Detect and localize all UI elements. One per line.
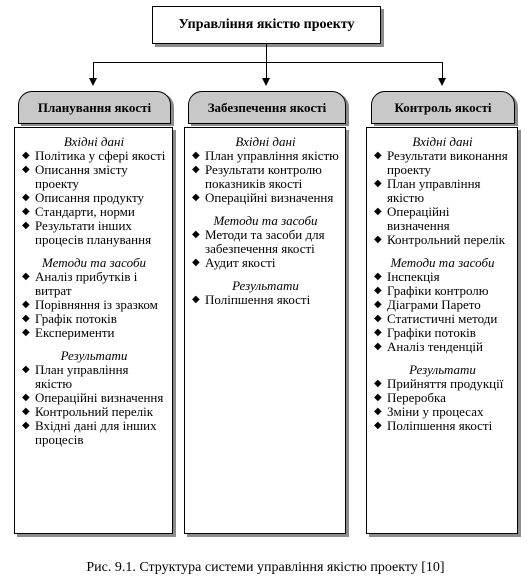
diamond-bullet-icon: ◆ [22,206,30,217]
list-item: ◆ План управління якістю [192,148,339,163]
list-results [191,293,340,307]
list-methods [191,228,340,270]
column-header-planning: Планування якості [18,91,171,124]
diamond-bullet-icon: ◆ [22,327,30,338]
diamond-bullet-icon: ◆ [22,364,30,375]
list-item: ◆ Порівняння із зразком [22,297,158,312]
diamond-bullet-icon: ◆ [374,406,382,417]
diamond-bullet-icon: ◆ [374,420,382,431]
list-item: ◆ Результати інших процесів планування [22,218,152,247]
section-title-inputs: Вхідні дані [63,134,125,149]
list-item: ◆ Переробка [374,390,446,405]
list-item: ◆ Графіки контролю [374,283,489,298]
list-item: ◆ План управління якістю [374,176,481,205]
list-item: ◆ Описання продукту [22,190,144,205]
title-stem-line [266,44,267,62]
diamond-bullet-icon: ◆ [22,192,30,203]
diamond-bullet-icon: ◆ [374,299,382,310]
list-item: ◆ Статистичні методи [374,311,498,326]
list-inputs [373,149,512,247]
diamond-bullet-icon: ◆ [374,313,382,324]
list-item: ◆ Операційні визначення [22,390,164,405]
diamond-bullet-icon: ◆ [192,257,200,268]
section-title-inputs: Вхідні дані [235,134,296,149]
arrow-line-planning [93,62,94,78]
diamond-bullet-icon: ◆ [192,294,200,305]
list-item: ◆ Вхідні дані для інших процесів [22,418,157,447]
diamond-bullet-icon: ◆ [374,392,382,403]
list-item: ◆ Аналіз тенденцій [374,339,483,354]
diamond-bullet-icon: ◆ [22,220,30,231]
list-item: ◆ Зміни у процесах [374,404,484,419]
diamond-bullet-icon: ◆ [22,271,30,282]
section-title-results: Результати [232,278,299,293]
section-title-methods: Методи та засоби [390,255,495,270]
list-item: ◆ Аналіз прибутків і витрат [22,269,138,298]
list-results [21,363,167,447]
column-control [366,127,518,534]
list-item: ◆ Контрольний перелік [374,232,506,247]
list-item: ◆ Поліпшення якості [192,292,311,307]
diamond-bullet-icon: ◆ [374,271,382,282]
list-item: ◆ Методи та засоби для забезпечення якості [192,227,325,256]
diamond-bullet-icon: ◆ [192,192,200,203]
list-item: ◆ Графік потоків [22,311,117,326]
diamond-bullet-icon: ◆ [22,392,30,403]
list-item: ◆ Політика у сфері якості [22,148,166,163]
arrowhead-assurance-icon [262,78,270,86]
list-results [373,377,512,433]
diamond-bullet-icon: ◆ [22,420,30,431]
list-item: ◆ Стандарти, норми [22,204,135,219]
diamond-bullet-icon: ◆ [374,285,382,296]
figure-caption: Рис. 9.1. Структура системи управління якістю проекту [10] [86,560,445,575]
arrowhead-control-icon [438,78,446,86]
list-item: ◆ Експерименти [22,325,115,340]
diamond-bullet-icon: ◆ [374,178,382,189]
list-inputs [21,149,167,247]
list-item: ◆ Операційні визначення [192,190,334,205]
diamond-bullet-icon: ◆ [374,378,382,389]
section-title-methods: Методи та засоби [42,255,146,270]
column-assurance [184,127,346,534]
diamond-bullet-icon: ◆ [374,327,382,338]
arrow-line-assurance [266,62,267,78]
list-inputs [191,149,340,205]
list-item: ◆ Графіки потоків [374,325,476,340]
diamond-bullet-icon: ◆ [22,313,30,324]
list-item: ◆ Описання змісту проекту [22,162,128,191]
list-methods [21,270,167,340]
diamond-bullet-icon: ◆ [192,229,200,240]
section-title-results: Результати [60,348,128,363]
arrowhead-planning-icon [89,78,97,86]
list-item: ◆ Поліпшення якості [374,418,493,433]
diamond-bullet-icon: ◆ [374,341,382,352]
list-methods [373,270,512,354]
list-item: ◆ Інспекція [374,269,440,284]
section-title-inputs: Вхідні дані [412,134,473,149]
list-item: ◆ Аудит якості [192,255,276,270]
diamond-bullet-icon: ◆ [192,150,200,161]
column-header-assurance: Забезпечення якості [188,91,346,124]
list-item: ◆ Контрольний перелік [22,404,154,419]
diamond-bullet-icon: ◆ [22,164,30,175]
column-header-control: Контроль якості [371,91,515,124]
list-item: ◆ Результати контролю показників якості [192,162,322,191]
diagram-title: Управління якістю проекту [152,6,381,44]
diamond-bullet-icon: ◆ [192,164,200,175]
diamond-bullet-icon: ◆ [374,234,382,245]
list-item: ◆ Операційні визначення [374,204,450,233]
diamond-bullet-icon: ◆ [22,299,30,310]
diamond-bullet-icon: ◆ [22,150,30,161]
diamond-bullet-icon: ◆ [374,206,382,217]
section-title-results: Результати [409,362,476,377]
list-item: ◆ Результати виконання проекту [374,148,508,177]
diamond-bullet-icon: ◆ [22,406,30,417]
diamond-bullet-icon: ◆ [374,150,382,161]
list-item: ◆ Діаграми Парето [374,297,481,312]
list-item: ◆ План управління якістю [22,362,129,391]
column-planning [14,127,173,534]
list-item: ◆ Прийняття продукції [374,376,504,391]
distribution-line [93,62,442,63]
arrow-line-control [442,62,443,78]
section-title-methods: Методи та засоби [213,213,318,228]
